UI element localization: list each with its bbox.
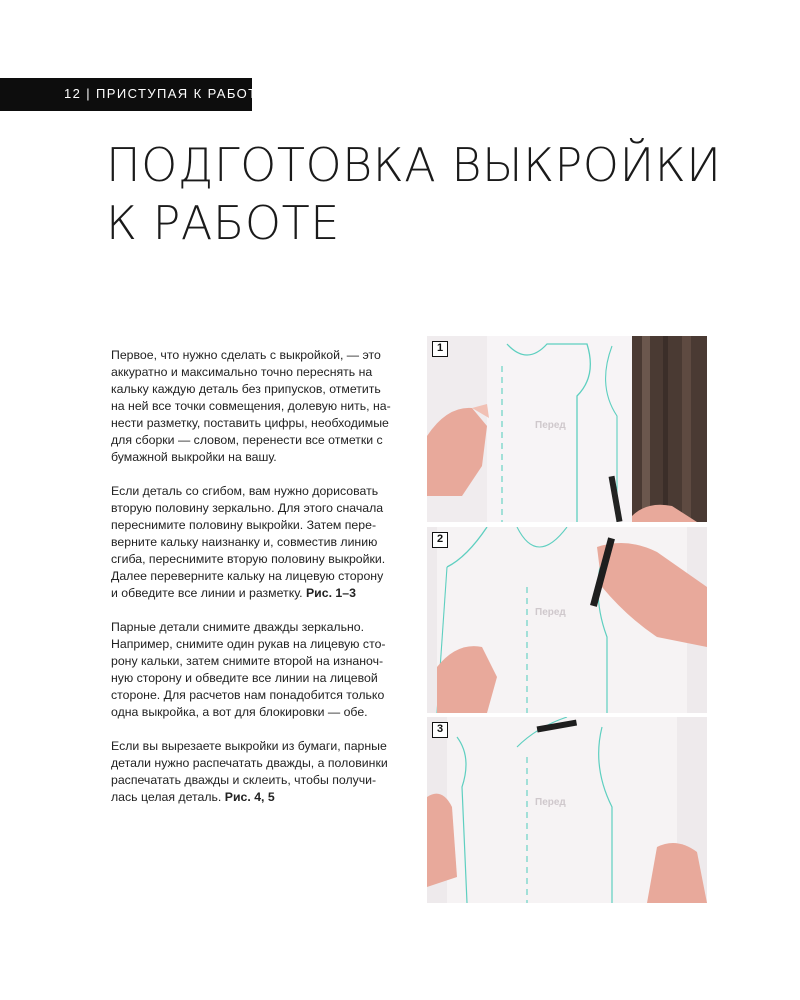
- paragraph-4: [111, 738, 401, 806]
- text-fragment: и обведите все линии и разметку.: [111, 586, 303, 600]
- figure-number-3: 3: [432, 722, 448, 738]
- body-text: [111, 347, 401, 823]
- text-line: Если вы вырезаете выкройки из бумаги, парные: [111, 739, 387, 753]
- text-line: нести разметку, поставить цифры, необходимые: [111, 416, 389, 430]
- photo-2-illustration: [427, 527, 707, 713]
- text-line: одна выкройка, а вот для блокировки — обе.: [111, 705, 368, 719]
- text-line: бумажной выкройки на вашу.: [111, 450, 277, 464]
- text-line: распечатать дважды и склеить, чтобы получи-: [111, 773, 377, 787]
- text-line: сгиба, переснимите вторую половину выкройки.: [111, 552, 386, 566]
- pattern-label-1: Перед: [535, 420, 566, 431]
- figure-number-1: 1: [432, 341, 448, 357]
- paragraph-2: [111, 483, 401, 602]
- text-line: верните кальку наизнанку и, совместив линию: [111, 535, 378, 549]
- title-line-1: ПОДГОТОВКА ВЫКРОЙКИ: [106, 138, 722, 192]
- photo-step-3: [427, 717, 707, 903]
- text-line: Парные детали снимите дважды зеркально.: [111, 620, 365, 634]
- photo-3-illustration: [427, 717, 707, 903]
- text-line: для сборки — словом, перенести все отметки с: [111, 433, 383, 447]
- text-line: Например, снимите один рукав на лицевую сто-: [111, 637, 386, 651]
- text-line: рону кальки, затем снимите второй на изнаноч-: [111, 654, 384, 668]
- photo-1-illustration: [427, 336, 707, 522]
- text-line: переснимите половину выкройки. Затем пере-: [111, 518, 377, 532]
- text-line: [111, 789, 401, 806]
- title-line-2: К РАБОТЕ: [106, 196, 340, 250]
- photo-step-2: [427, 527, 707, 713]
- paragraph-1: [111, 347, 401, 466]
- text-line: детали нужно распечатать дважды, а половинки: [111, 756, 388, 770]
- page-title: [106, 136, 746, 252]
- pattern-label-3: Перед: [535, 797, 566, 808]
- figure-reference: Рис. 1–3: [305, 586, 356, 600]
- text-line: на ней все точки совмещения, долевую нить, на-: [111, 399, 391, 413]
- paragraph-3: [111, 619, 401, 721]
- text-line: ную сторону и обведите все линии на лицевой: [111, 671, 378, 685]
- running-header: 12 | ПРИСТУПАЯ К РАБОТЕ: [64, 86, 268, 101]
- text-line: вторую половину зеркально. Для этого сначала: [111, 501, 384, 515]
- text-line: [111, 585, 401, 602]
- text-line: Если деталь со сгибом, вам нужно дорисовать: [111, 484, 379, 498]
- text-line: кальку каждую деталь без припусков, отметить: [111, 382, 381, 396]
- pattern-label-2: Перед: [535, 607, 566, 618]
- figure-reference: Рис. 4, 5: [224, 790, 275, 804]
- text-line: Далее переверните кальку на лицевую сторону: [111, 569, 384, 583]
- photo-step-1: [427, 336, 707, 522]
- text-line: стороне. Для расчетов нам понадобится только: [111, 688, 385, 702]
- figure-number-2: 2: [432, 532, 448, 548]
- text-line: аккуратно и максимально точно переснять на: [111, 365, 373, 379]
- text-fragment: лась целая деталь.: [111, 790, 222, 804]
- text-line: Первое, что нужно сделать с выкройкой, — это: [111, 348, 381, 362]
